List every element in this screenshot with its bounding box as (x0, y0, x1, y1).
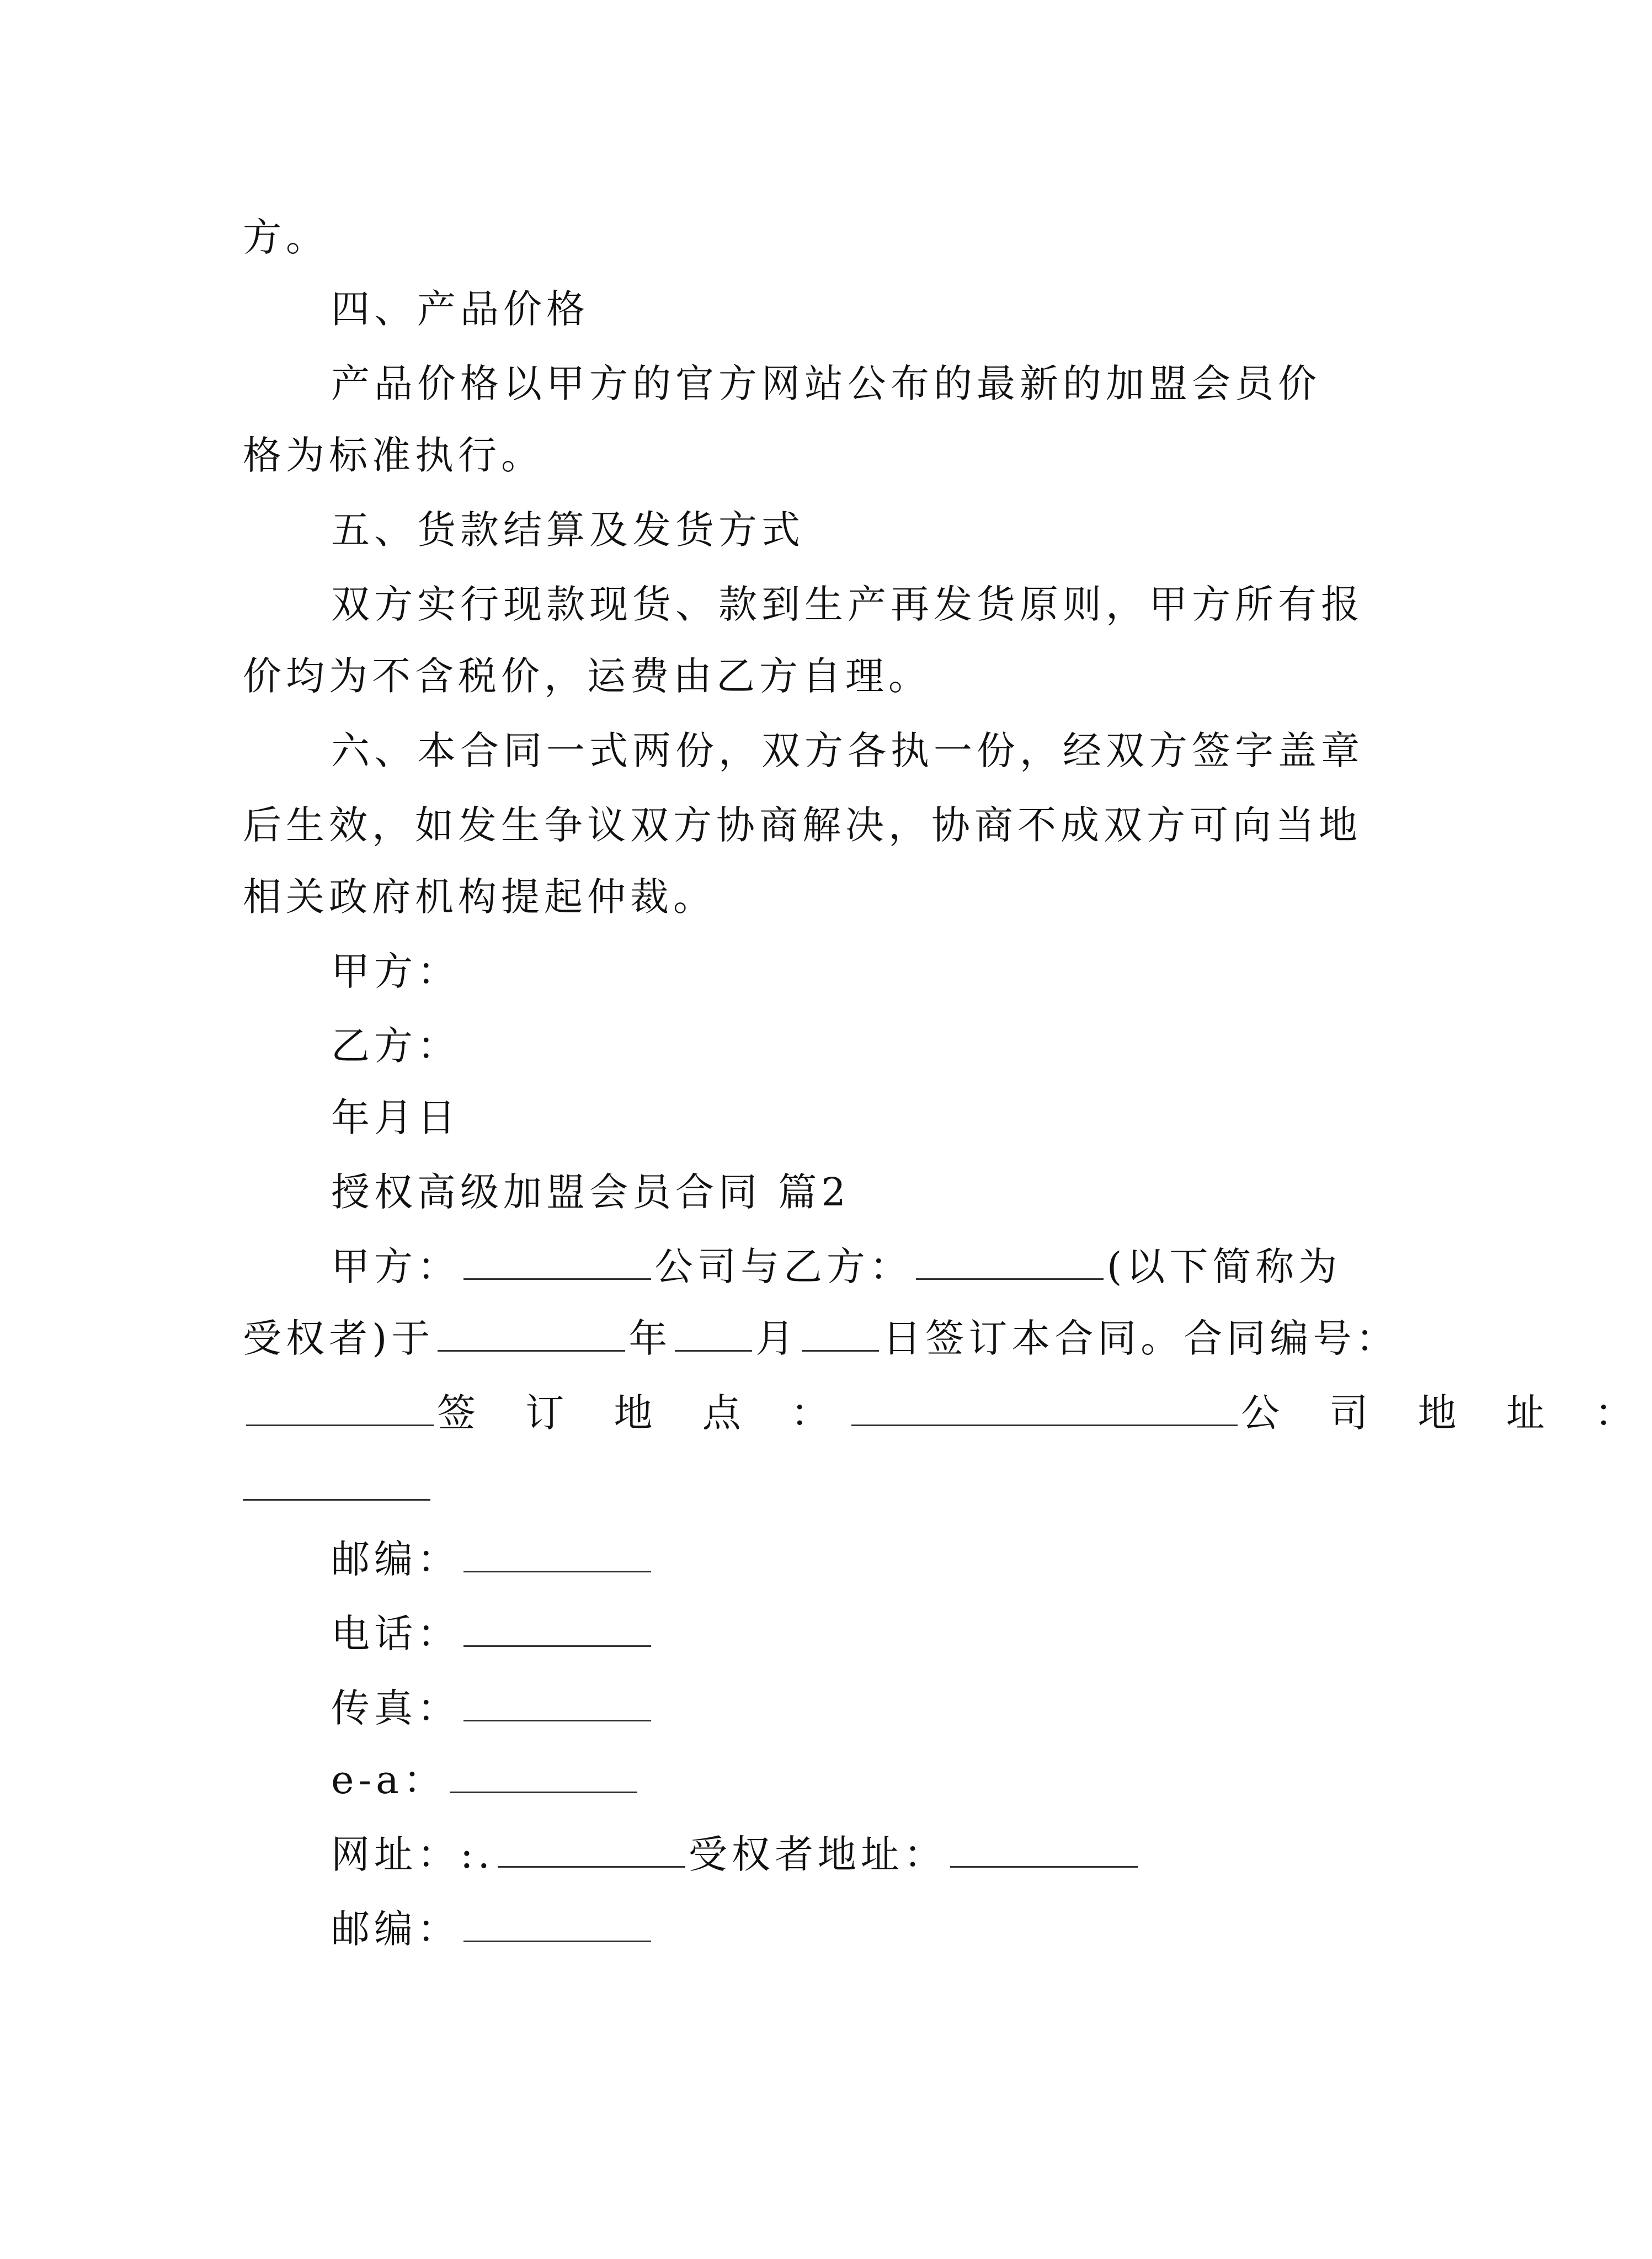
website-blank[interactable] (498, 1833, 685, 1868)
form-line-postcode (331, 1532, 654, 1587)
text-line: 格为标准执行。 (243, 433, 544, 478)
party-b-name-blank[interactable] (916, 1245, 1104, 1280)
text-line: 方。 (243, 215, 329, 260)
month-blank[interactable] (675, 1317, 752, 1352)
day-sign-text: 日签订本合同。合同编号： (882, 1316, 1399, 1361)
abbr-text: (以下简称为 (1107, 1244, 1342, 1289)
postcode-2-blank[interactable] (463, 1907, 651, 1942)
website-prefix: :. (460, 1832, 494, 1877)
licensee-address-label: 受权者地址： (688, 1832, 947, 1877)
email-blank[interactable] (450, 1758, 637, 1793)
phone-label: 电话： (331, 1611, 460, 1656)
sign-place-label: 签 订 地 点 ： (437, 1390, 849, 1436)
postcode-blank[interactable] (463, 1538, 651, 1572)
year-blank[interactable] (438, 1317, 625, 1352)
text-line: 产品价格以甲方的官方网站公布的最新的加盟会员价 (331, 361, 1321, 406)
day-blank[interactable] (802, 1317, 879, 1352)
form-line-fax (331, 1681, 654, 1736)
party-a-label: 甲方： (331, 1244, 460, 1289)
company-address-label: 公 司 地 址 ： (1241, 1390, 1652, 1436)
company-address-blank[interactable] (243, 1466, 430, 1501)
form-line-sign-place (243, 1385, 1652, 1441)
month-text: 月 (755, 1316, 799, 1361)
company-suffix-text: 公司与乙方： (654, 1244, 913, 1289)
form-line-website (331, 1827, 1141, 1882)
form-line-postcode-2 (331, 1901, 654, 1957)
email-label: e-a： (331, 1757, 446, 1803)
website-label: 网址： (331, 1832, 460, 1877)
company-name-blank[interactable] (463, 1245, 651, 1280)
party-a-signature-label: 甲方： (331, 949, 460, 994)
text-line: 价均为不含税价，运费由乙方自理。 (243, 653, 931, 699)
section-heading: 四、产品价格 (331, 286, 589, 332)
form-line-email (331, 1752, 641, 1808)
licensee-text: 受权者)于 (243, 1316, 435, 1361)
form-line-phone (331, 1606, 654, 1661)
licensee-address-blank[interactable] (950, 1833, 1138, 1868)
party-b-signature-label: 乙方： (331, 1023, 460, 1069)
text-line: 后生效，如发生争议双方协商解决，协商不成双方可向当地 (243, 802, 1362, 848)
text-line: 六、本合同一式两份，双方各执一份，经双方签字盖章 (331, 728, 1364, 773)
text-line: 相关政府机构提起仲裁。 (243, 874, 716, 919)
contract-title: 授权高级加盟会员合同 篇2 (331, 1170, 850, 1215)
date-label: 年月日 (331, 1095, 460, 1140)
fax-label: 传真： (331, 1686, 460, 1731)
contract-number-blank[interactable] (246, 1391, 434, 1426)
phone-blank[interactable] (463, 1612, 651, 1647)
form-line-date (243, 1311, 1399, 1366)
postcode-label: 邮编： (331, 1537, 460, 1582)
form-line-party-a (331, 1239, 1341, 1294)
section-heading: 五、货款结算及发货方式 (331, 507, 804, 552)
fax-blank[interactable] (463, 1687, 651, 1721)
text-line: 双方实行现款现货、款到生产再发货原则，甲方所有报 (331, 582, 1364, 627)
postcode-2-label: 邮编： (331, 1906, 460, 1952)
year-text: 年 (628, 1316, 672, 1361)
form-line-company-address (243, 1460, 434, 1515)
sign-place-blank[interactable] (851, 1391, 1238, 1426)
